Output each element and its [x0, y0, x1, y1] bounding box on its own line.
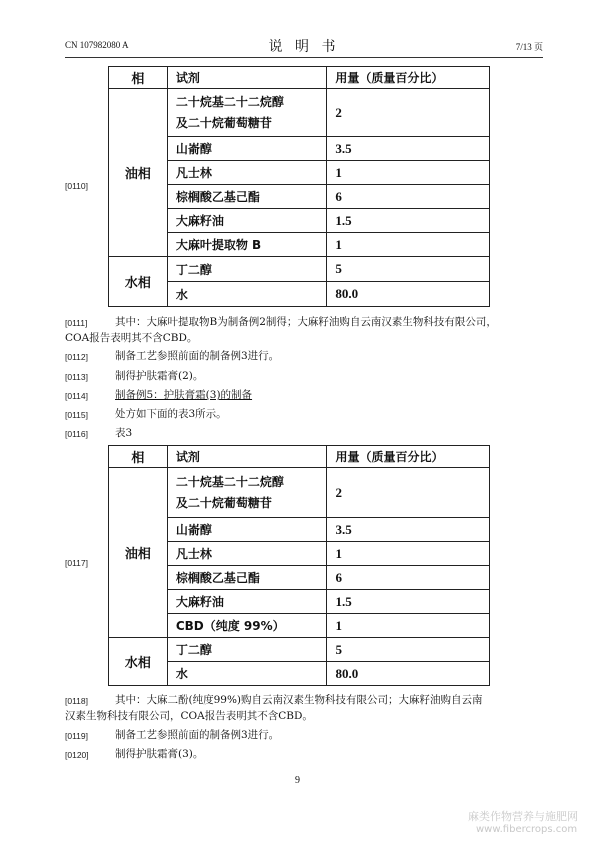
watermark-url: www.fibercrops.com — [476, 824, 578, 835]
paragraph-text: 其中：大麻二酚(纯度99%)购自云南汉素生物科技有限公司；大麻籽油购自云南 — [115, 694, 483, 706]
reagent-cell: 凡士林 — [167, 542, 327, 566]
water-phase-cell: 水相 — [109, 638, 168, 686]
amount-cell: 1 — [327, 614, 490, 638]
table-caption: 表3 — [115, 427, 133, 439]
table-row — [109, 89, 490, 137]
reagent-cell: 丁二醇 — [167, 638, 327, 662]
watermark-title: 麻类作物营养与施肥网 — [468, 810, 578, 823]
amount-cell: 6 — [327, 566, 490, 590]
patent-number: CN 107982080 A — [65, 40, 129, 50]
table-row — [109, 468, 490, 518]
paragraph-number: [0117] — [65, 558, 89, 568]
amount-cell: 80.0 — [327, 282, 490, 307]
formula-table-2 — [108, 445, 490, 686]
amount-cell: 1 — [327, 233, 490, 257]
table-row — [109, 257, 490, 282]
reagent-cell: 大麻籽油 — [167, 590, 327, 614]
table-header-row — [109, 67, 490, 89]
amount-cell: 2 — [327, 468, 490, 518]
paragraph-text: 制得护肤霜膏(3)。 — [115, 748, 204, 760]
amount-cell: 5 — [327, 257, 490, 282]
oil-phase-cell: 油相 — [109, 89, 168, 257]
amount-cell: 2 — [327, 89, 490, 137]
column-header-phase: 相 — [109, 446, 168, 468]
page-info: 7/13 页 — [515, 42, 543, 52]
reagent-cell: 水 — [167, 662, 327, 686]
paragraph-continuation: 汉素生物科技有限公司，COA报告表明其不含CBD。 — [65, 710, 313, 722]
document-title: 说 明 书 — [268, 39, 340, 55]
oil-phase-cell: 油相 — [109, 468, 168, 638]
paragraph-number: [0120] — [65, 750, 89, 760]
column-header-phase: 相 — [109, 67, 168, 89]
reagent-cell: 山嵛醇 — [167, 137, 327, 161]
paragraph-number: [0115] — [65, 410, 89, 420]
amount-cell: 1 — [327, 542, 490, 566]
reagent-cell: CBD（纯度 99%） — [167, 614, 327, 638]
reagent-cell: 二十烷基二十二烷醇 及二十烷葡萄糖苷 — [167, 468, 327, 518]
paragraph-text — [115, 314, 545, 330]
column-header-amount: 用量（质量百分比） — [327, 67, 490, 89]
reagent-cell: 棕榈酸乙基己酯 — [167, 566, 327, 590]
paragraph-text: 制备工艺参照前面的制备例3进行。 — [115, 350, 280, 362]
column-header-reagent: 试剂 — [167, 446, 327, 468]
page-number: 9 — [295, 775, 300, 786]
page-header — [65, 36, 543, 56]
amount-cell: 1 — [327, 161, 490, 185]
amount-cell: 1.5 — [327, 209, 490, 233]
paragraph-line: 其中：大麻叶提取物B为制备例2制得；大麻籽油购自云南汉素生物科技有限公司， — [115, 316, 497, 328]
section-heading: 制备例5：护肤膏霜(3)的制备 — [115, 389, 253, 401]
column-header-reagent: 试剂 — [167, 67, 327, 89]
amount-cell: 5 — [327, 638, 490, 662]
reagent-cell: 水 — [167, 282, 327, 307]
amount-cell: 80.0 — [327, 662, 490, 686]
paragraph-number: [0116] — [65, 429, 89, 439]
table-header-row — [109, 446, 490, 468]
reagent-cell: 二十烷基二十二烷醇 及二十烷葡萄糖苷 — [167, 89, 327, 137]
paragraph-number: [0112] — [65, 352, 89, 362]
reagent-cell: 大麻叶提取物 B — [167, 233, 327, 257]
paragraph-number: [0110] — [65, 181, 89, 191]
column-header-amount: 用量（质量百分比） — [327, 446, 490, 468]
paragraph-text: 处方如下面的表3所示。 — [115, 408, 227, 420]
reagent-cell: 凡士林 — [167, 161, 327, 185]
reagent-cell: 棕榈酸乙基己酯 — [167, 185, 327, 209]
paragraph-number: [0113] — [65, 372, 89, 382]
amount-cell: 1.5 — [327, 590, 490, 614]
amount-cell: 3.5 — [327, 518, 490, 542]
header-divider — [65, 57, 543, 58]
reagent-cell: 大麻籽油 — [167, 209, 327, 233]
table-row — [109, 638, 490, 662]
paragraph-number: [0118] — [65, 696, 89, 706]
reagent-cell: 山嵛醇 — [167, 518, 327, 542]
paragraph-text: 制得护肤霜膏(2)。 — [115, 370, 204, 382]
paragraph-text: 制备工艺参照前面的制备例3进行。 — [115, 729, 280, 741]
paragraph-number: [0114] — [65, 391, 89, 401]
amount-cell: 6 — [327, 185, 490, 209]
paragraph-number: [0119] — [65, 731, 89, 741]
reagent-cell: 丁二醇 — [167, 257, 327, 282]
paragraph-number: [0111] — [65, 318, 88, 328]
paragraph-continuation: COA报告表明其不含CBD。 — [65, 332, 198, 344]
amount-cell: 3.5 — [327, 137, 490, 161]
water-phase-cell: 水相 — [109, 257, 168, 307]
formula-table-1 — [108, 66, 490, 307]
